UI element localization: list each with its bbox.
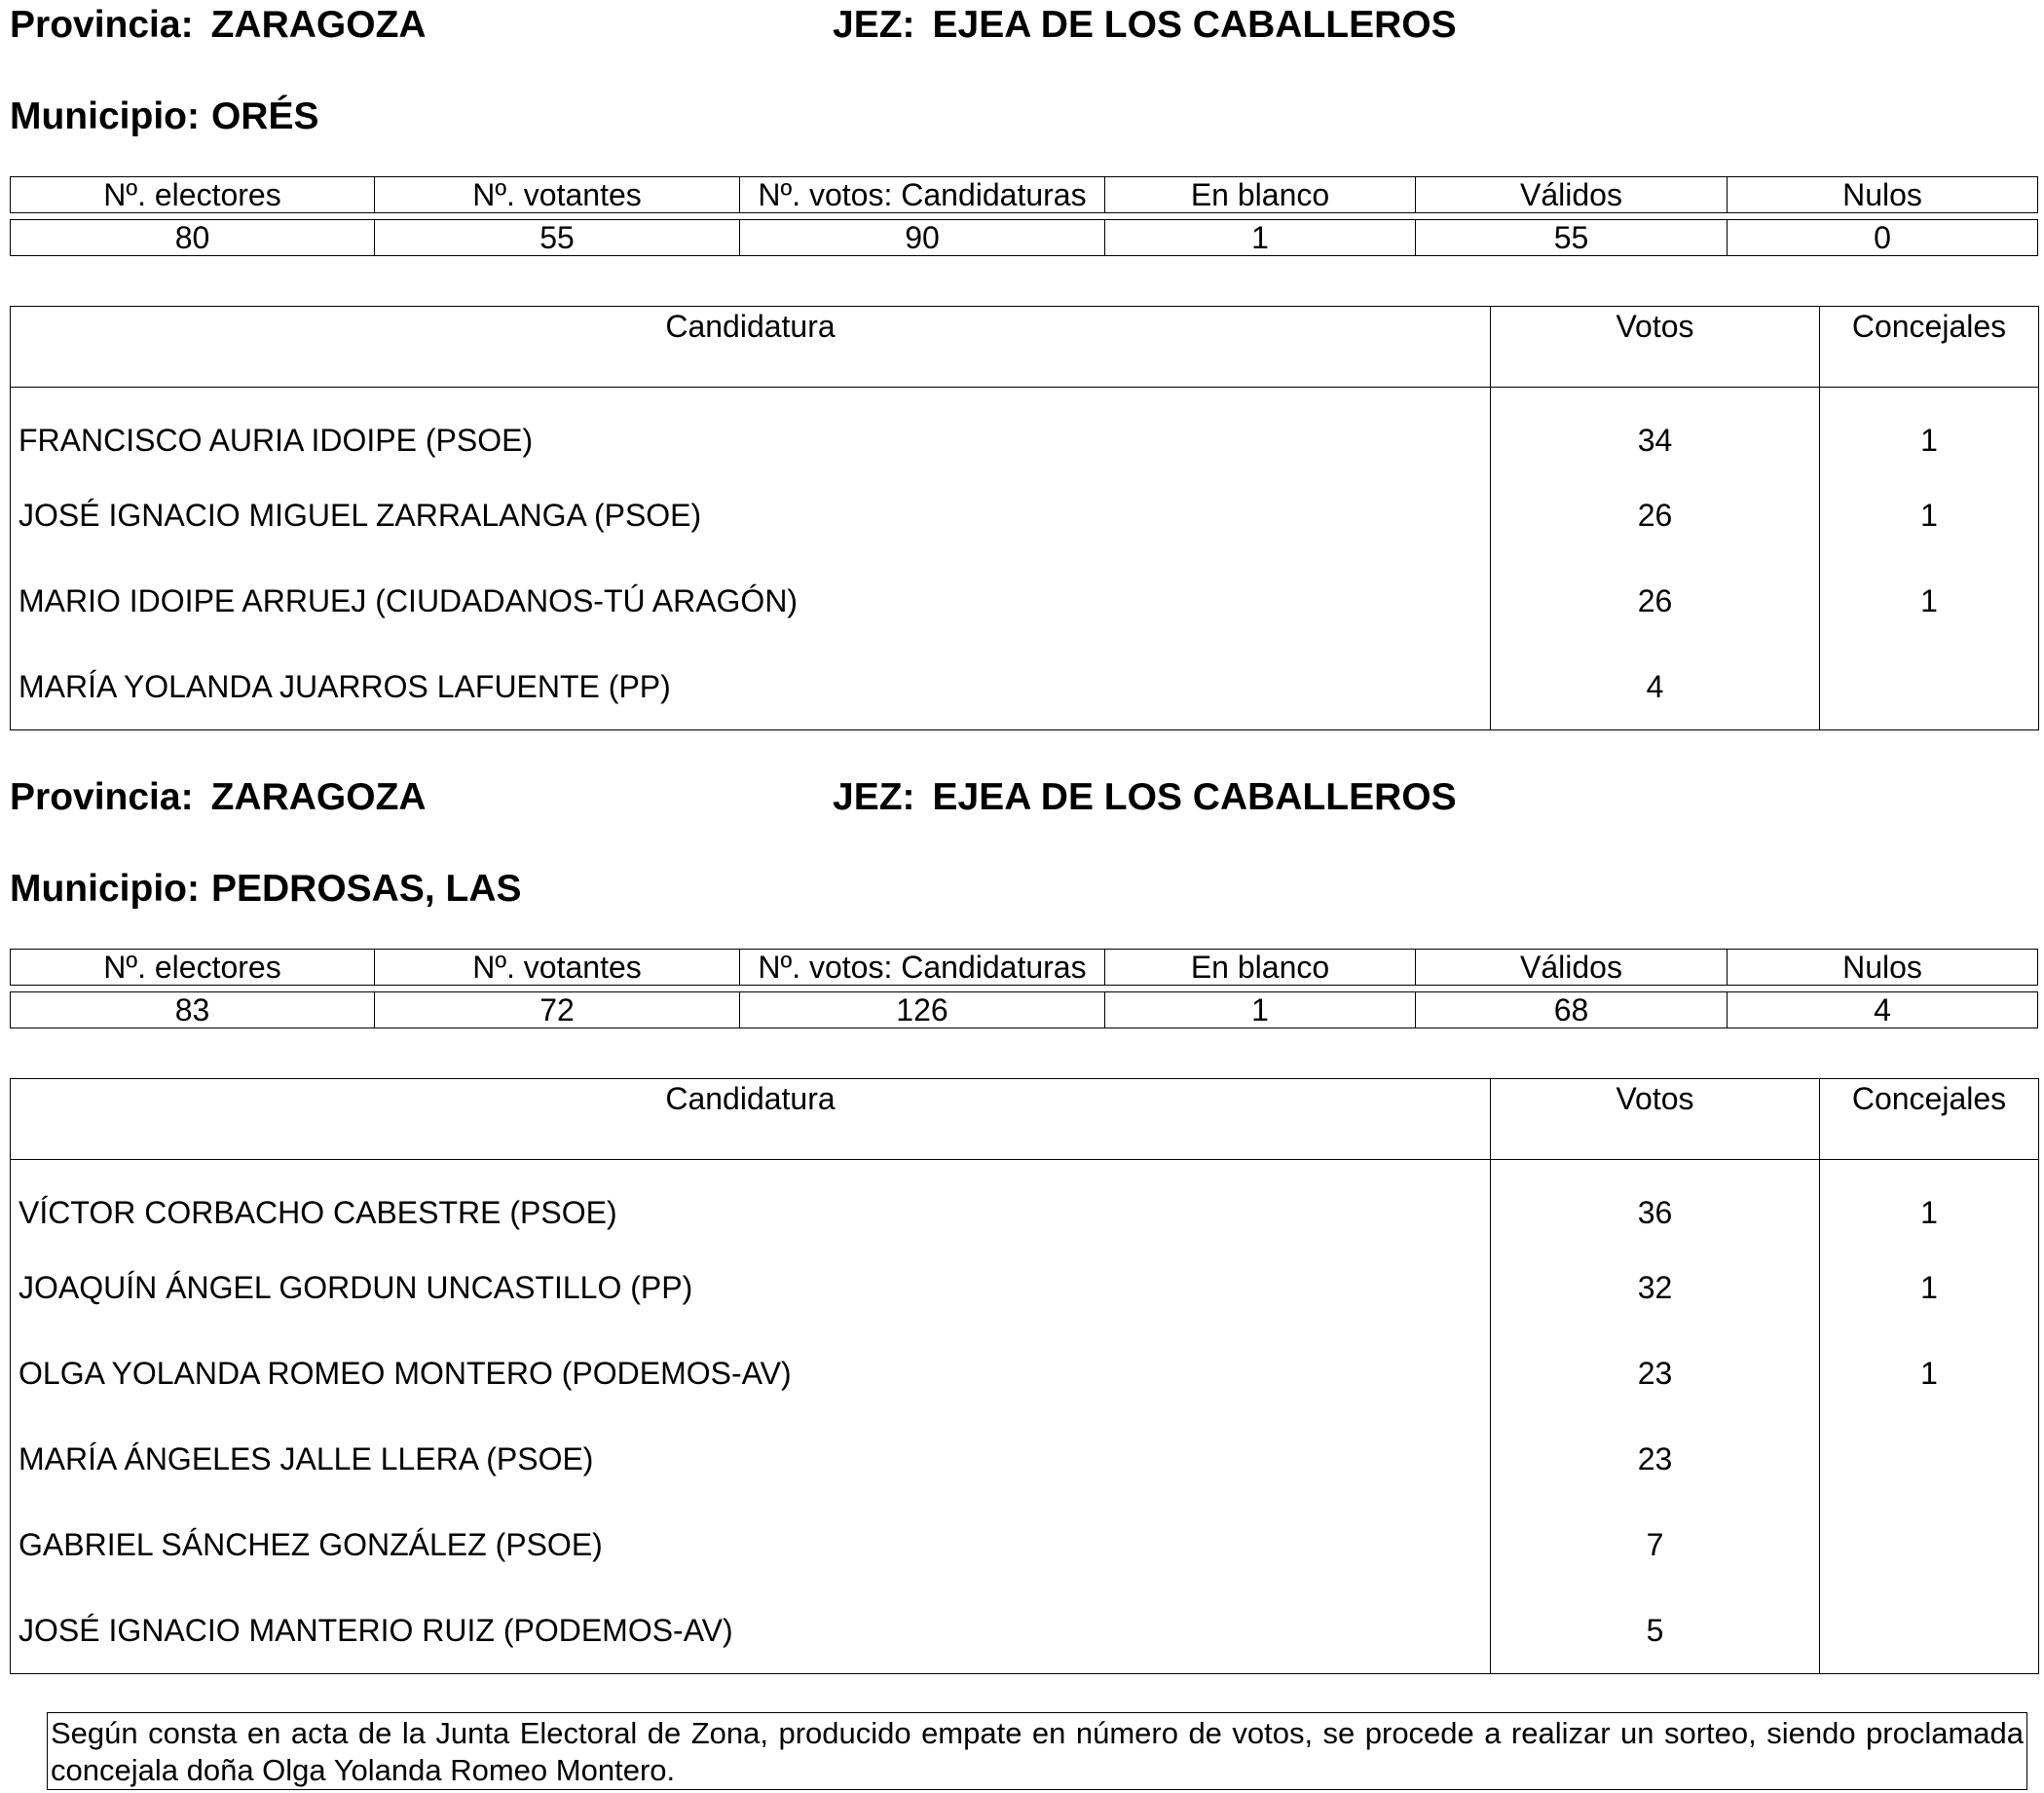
summary-header-cell: Nº. electores [10,949,375,986]
candidate-seats: 1 [1820,1160,2039,1246]
summary-value-cell: 4 [1728,991,2038,1028]
candidate-row [11,1245,2039,1330]
summary-header-cell: Nulos [1728,949,2038,986]
candidate-seats: 1 [1820,388,2039,473]
summary-header-cell: Nº. votos: Candidaturas [740,949,1105,986]
candidate-votes: 4 [1491,644,1820,730]
candidate-seats [1820,644,2039,730]
candidate-votes: 32 [1491,1245,1820,1330]
summary-value-cell: 80 [10,219,375,256]
summary-value-row [10,219,2038,256]
provincia-heading [10,6,427,44]
candidate-seats: 1 [1820,1330,2039,1416]
candidate-votes: 5 [1491,1588,1820,1674]
summary-value-row [10,991,2038,1028]
candidate-seats [1820,1588,2039,1674]
municipio-value: PEDROSAS, LAS [210,868,522,910]
jez-heading [833,778,1457,816]
candidate-name: JOAQUÍN ÁNGEL GORDUN UNCASTILLO (PP) [11,1245,1491,1330]
summary-value-cell: 90 [740,219,1105,256]
results-table [10,306,2039,730]
candidate-row [11,472,2039,558]
summary-value-cell: 1 [1105,219,1416,256]
candidate-votes: 23 [1491,1330,1820,1416]
candidate-votes: 34 [1491,388,1820,473]
candidate-votes: 36 [1491,1160,1820,1246]
jez-heading [833,6,1457,44]
candidate-name: MARÍA ÁNGELES JALLE LLERA (PSOE) [11,1416,1491,1502]
results-header-cell: Votos [1491,307,1820,388]
candidate-seats: 1 [1820,1245,2039,1330]
candidate-name: FRANCISCO AURIA IDOIPE (PSOE) [11,388,1491,473]
summary-value-cell: 68 [1416,991,1728,1028]
municipio-value: ORÉS [210,95,319,137]
summary-header-cell: Nº. votantes [375,176,740,213]
candidate-seats: 1 [1820,558,2039,644]
summary-header-cell: Nº. electores [10,176,375,213]
candidate-row [11,1502,2039,1588]
summary-header-cell: Nulos [1728,176,2038,213]
summary-table [10,943,2038,1034]
summary-header-cell: Válidos [1416,176,1728,213]
candidate-votes: 26 [1491,558,1820,644]
municipio-heading [10,870,522,908]
summary-header-cell: En blanco [1105,949,1416,986]
jez-value: EJEA DE LOS CABALLEROS [932,776,1457,818]
summary-value-cell: 55 [375,219,740,256]
provincia-label: Provincia: [10,776,194,818]
candidate-name: JOSÉ IGNACIO MANTERIO RUIZ (PODEMOS-AV) [11,1588,1491,1674]
summary-value-cell: 1 [1105,991,1416,1028]
provincia-heading [10,778,427,816]
summary-header-cell: Válidos [1416,949,1728,986]
candidate-name: JOSÉ IGNACIO MIGUEL ZARRALANGA (PSOE) [11,472,1491,558]
summary-table [10,170,2038,262]
jez-value: EJEA DE LOS CABALLEROS [932,4,1457,46]
summary-value-cell: 83 [10,991,375,1028]
results-header-row [11,307,2039,388]
candidate-name: MARÍA YOLANDA JUARROS LAFUENTE (PP) [11,644,1491,730]
municipio-label: Municipio: [10,95,200,137]
municipio-heading [10,97,319,135]
summary-value-cell: 0 [1728,219,2038,256]
candidate-row [11,1160,2039,1246]
results-header-row [11,1079,2039,1160]
provincia-value: ZARAGOZA [210,776,427,818]
summary-value-cell: 72 [375,991,740,1028]
candidate-row [11,1416,2039,1502]
candidate-seats [1820,1502,2039,1588]
jez-label: JEZ: [833,776,915,818]
candidate-votes: 7 [1491,1502,1820,1588]
results-header-cell: Concejales [1820,307,2039,388]
results-header-cell: Concejales [1820,1079,2039,1160]
candidate-name: OLGA YOLANDA ROMEO MONTERO (PODEMOS-AV) [11,1330,1491,1416]
jez-label: JEZ: [833,4,915,46]
municipio-label: Municipio: [10,868,200,910]
candidate-name: VÍCTOR CORBACHO CABESTRE (PSOE) [11,1160,1491,1246]
municipio-section [10,772,2038,1648]
provincia-label: Provincia: [10,4,194,46]
candidate-name: MARIO IDOIPE ARRUEJ (CIUDADANOS-TÚ ARAGÓN) [11,558,1491,644]
candidate-name: GABRIEL SÁNCHEZ GONZÁLEZ (PSOE) [11,1502,1491,1588]
results-header-cell: Candidatura [11,307,1491,388]
candidate-row [11,644,2039,730]
candidate-votes: 26 [1491,472,1820,558]
candidate-row [11,1330,2039,1416]
provincia-value: ZARAGOZA [210,4,427,46]
candidate-votes: 23 [1491,1416,1820,1502]
results-header-cell: Candidatura [11,1079,1491,1160]
summary-value-cell: 126 [740,991,1105,1028]
summary-header-cell: Nº. votantes [375,949,740,986]
summary-header-row [10,176,2038,213]
candidate-row [11,388,2039,473]
candidate-row [11,558,2039,644]
results-table [10,1078,2039,1674]
candidate-row [11,1588,2039,1674]
tie-break-note: Según consta en acta de la Junta Electoral de Zona, producido empate en número de votos, se procede a realizar un sorteo, siendo proclamada concejala doña Olga Yolanda Romeo Montero. [47,1712,2027,1790]
municipio-section [10,0,2038,740]
summary-value-cell: 55 [1416,219,1728,256]
candidate-seats: 1 [1820,472,2039,558]
results-header-cell: Votos [1491,1079,1820,1160]
candidate-seats [1820,1416,2039,1502]
summary-header-row [10,949,2038,986]
summary-header-cell: Nº. votos: Candidaturas [740,176,1105,213]
summary-header-cell: En blanco [1105,176,1416,213]
